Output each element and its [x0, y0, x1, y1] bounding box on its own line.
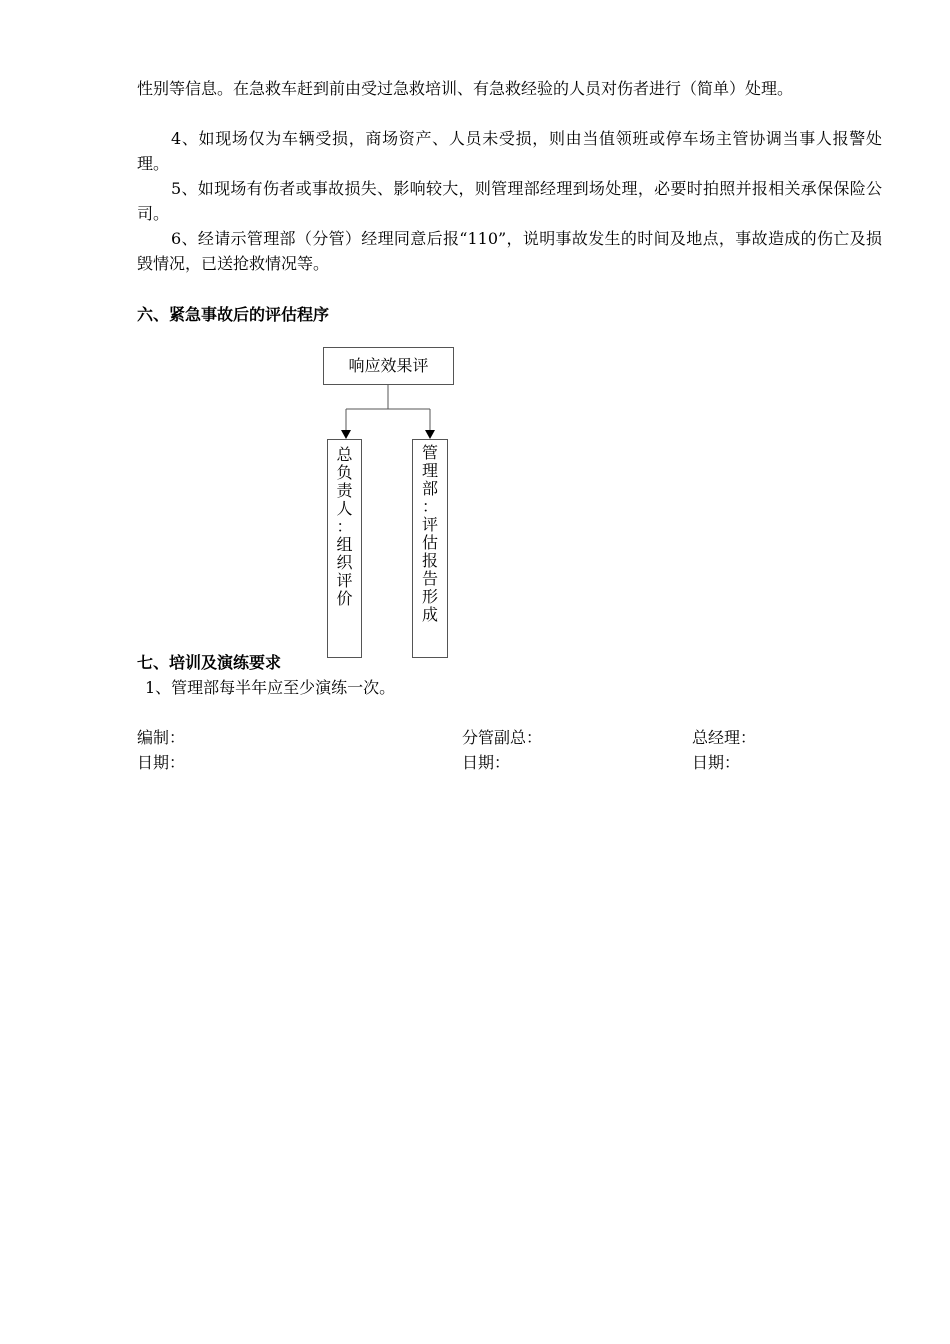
date-label-compile: 日期：: [137, 753, 186, 772]
paragraph-first-aid: 性别等信息。在急救车赶到前由受过急救培训、有急救经验的人员对伤者进行（简单）处理。: [137, 79, 794, 98]
flow-box-response-label: 响应效果评: [348, 356, 429, 375]
flow-box-management-dept: [412, 439, 448, 658]
date-label-gm: 日期：: [692, 753, 741, 772]
arrow-left-icon: [341, 430, 351, 439]
section-7-heading: 七、培训及演练要求: [137, 653, 282, 672]
paragraph-item-5: 5、如现场有伤者或事故损失、影响较大，则管理部经理到场处理，必要时拍照并报相关承保保险公司。: [137, 179, 882, 223]
training-item-1: 1、管理部每半年应至少演练一次。: [145, 678, 396, 697]
general-manager-label: 总经理：: [692, 728, 757, 747]
flow-box-response-evaluation: [323, 347, 454, 385]
compile-label: 编制：: [137, 728, 186, 747]
paragraph-item-4: 4、如现场仅为车辆受损，商场资产、人员未受损，则由当值领班或停车场主管协调当事人报警处理。: [137, 129, 882, 173]
flow-box-chief-responsible: [327, 439, 362, 658]
date-label-deputy: 日期：: [462, 753, 511, 772]
flow-box-chief-label: 总 负 责 人 ： 组 织 评 价: [336, 445, 353, 608]
arrow-right-icon: [425, 430, 435, 439]
deputy-label: 分管副总：: [462, 728, 543, 747]
section-6-heading: 六、紧急事故后的评估程序: [137, 305, 330, 324]
paragraph-item-6: 6、经请示管理部（分管）经理同意后报“110”，说明事故发生的时间及地点，事故造成的伤亡及损毁情况，已送抢救情况等。: [137, 229, 882, 273]
flow-box-management-label: 管 理 部 ： 评 估 报 告 形 成: [421, 443, 438, 624]
